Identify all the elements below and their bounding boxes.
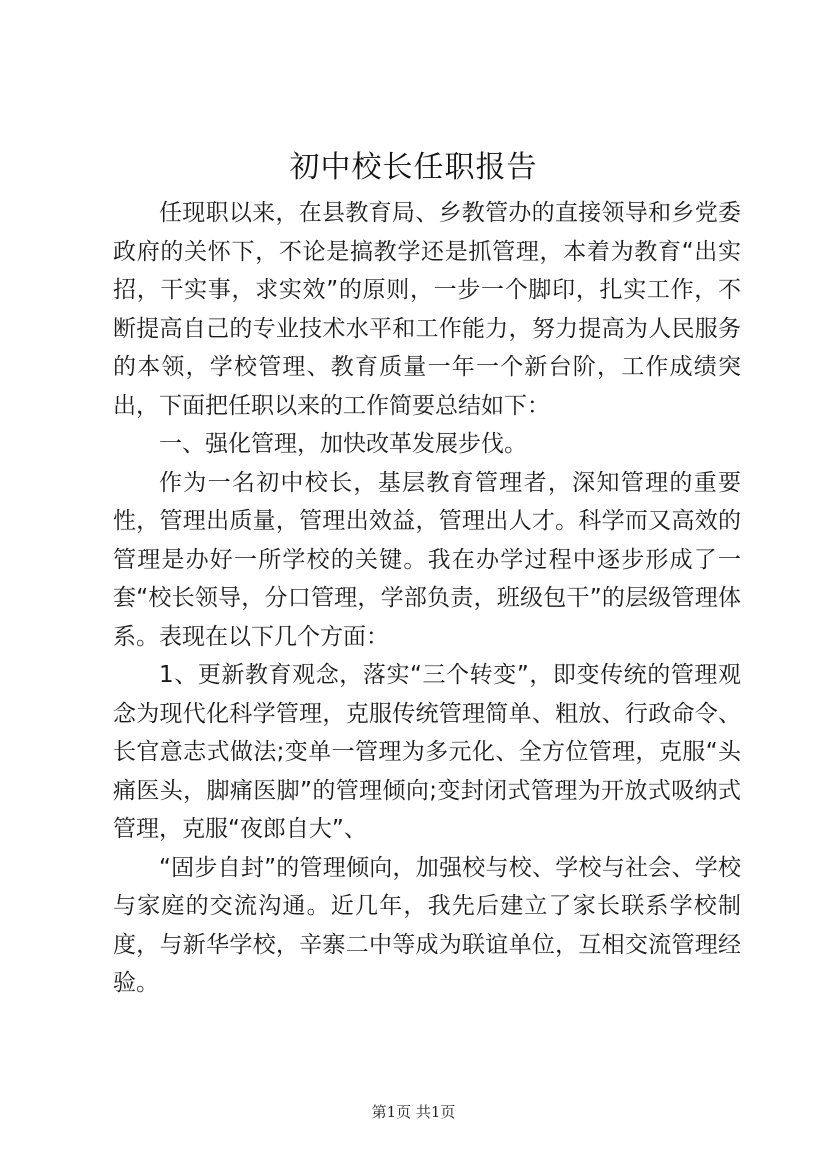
document-body	[113, 194, 741, 1003]
paragraph-section-heading: 一、强化管理，加快改革发展步伐。	[159, 431, 527, 457]
paragraph-continuation: “固步自封”的管理倾向，加强校与校、学校与社会、学校与家庭的交流沟通。近几年，我先后建立了家长联系学校制度，与新华学校，辛寨二中等成为联谊单位，互相交流管理经验。	[113, 854, 741, 996]
paragraph-intro: 任现职以来，在县教育局、乡教管办的直接领导和乡党委政府的关怀下，不论是搞教学还是抓管理，本着为教育“出实招，干实事，求实效”的原则，一步一个脚印，扎实工作，不断提高自己的专业技术水平和工作能力，努力提高为人民服务的本领，学校管理、教育质量一年一个新台阶，工作成绩突出，下面把任职以来的工作简要总结如下：	[113, 200, 741, 419]
paragraph-item-1: 1、更新教育观念，落实“三个转变”，即变传统的管理观念为现代化科学管理，克服传统管理简单、粗放、行政命令、长官意志式做法;变单一管理为多元化、全方位管理，克服“头痛医头，脚痛医脚”的管理倾向;变封闭式管理为开放式吸纳式管理，克服“夜郎自大”、	[113, 662, 741, 842]
paragraph-management: 作为一名初中校长，基层教育管理者，深知管理的重要性，管理出质量，管理出效益，管理出人才。科学而又高效的管理是办好一所学校的关键。我在办学过程中逐步形成了一套“校长领导，分口管理，学部负责，班级包干”的层级管理体系。表现在以下几个方面：	[113, 469, 741, 650]
document-title: 初中校长任职报告	[289, 150, 538, 185]
page-footer: 第1页 共1页	[371, 1103, 456, 1121]
